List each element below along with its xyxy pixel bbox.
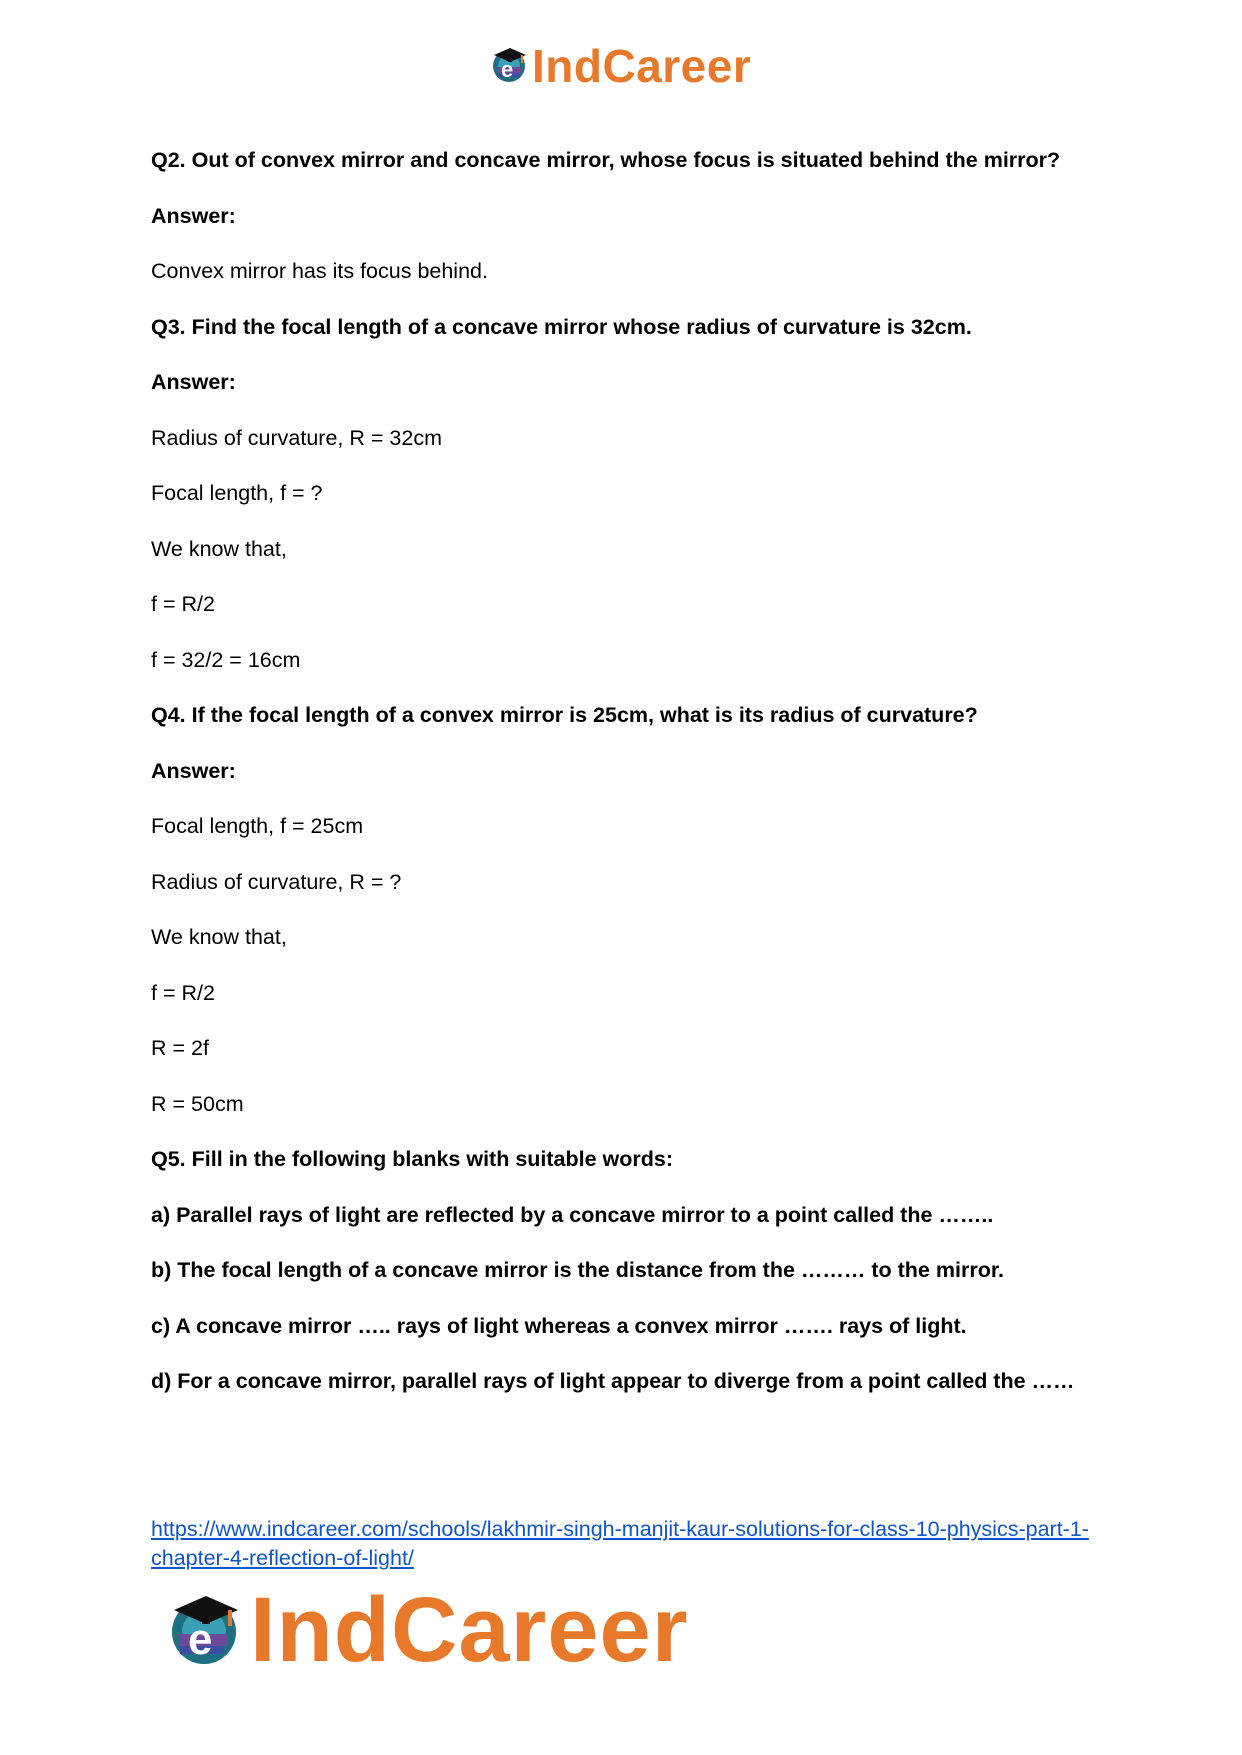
- answer-paragraph: f = 32/2 = 16cm: [151, 647, 301, 672]
- answer-paragraph: We know that,: [151, 536, 287, 561]
- header-logo-text: IndCareer: [532, 40, 752, 92]
- question-or-heading-paragraph: Answer:: [151, 203, 236, 228]
- question-or-heading-paragraph: Q4. If the focal length of a convex mirror is 25cm, what is its radius of curvature?: [151, 703, 978, 727]
- document-body: [151, 145, 1101, 1422]
- footer-logo: [162, 1578, 689, 1681]
- answer-paragraph: Focal length, f = 25cm: [151, 814, 364, 838]
- answer-paragraph: Convex mirror has its focus behind.: [151, 259, 488, 283]
- answer-paragraph: Radius of curvature, R = ?: [151, 869, 402, 894]
- question-or-heading-paragraph: Q3. Find the focal length of a concave mirror whose radius of curvature is 32cm.: [151, 314, 972, 339]
- question-or-heading-paragraph: d) For a concave mirror, parallel rays of light appear to diverge from a point called the ……: [151, 1369, 1075, 1393]
- answer-paragraph: Focal length, f = ?: [151, 481, 323, 505]
- graduation-cap-globe-icon: [162, 1586, 246, 1675]
- question-or-heading-paragraph: Answer:: [151, 758, 236, 783]
- answer-paragraph: R = 50cm: [151, 1091, 244, 1116]
- svg-text:e: e: [188, 1614, 213, 1664]
- answer-paragraph: Radius of curvature, R = 32cm: [151, 425, 442, 450]
- graduation-cap-globe-icon: [488, 43, 530, 90]
- header-logo: [488, 40, 751, 92]
- answer-paragraph: R = 2f: [151, 1036, 209, 1060]
- source-link-block: [151, 1515, 1101, 1573]
- question-or-heading-paragraph: Answer:: [151, 370, 236, 394]
- question-or-heading-paragraph: c) A concave mirror ….. rays of light whereas a convex mirror ……. rays of light.: [151, 1313, 967, 1338]
- answer-paragraph: We know that,: [151, 925, 287, 949]
- answer-paragraph: f = R/2: [151, 592, 215, 616]
- question-or-heading-paragraph: Q5. Fill in the following blanks with suitable words:: [151, 1147, 674, 1171]
- source-link[interactable]: https://www.indcareer.com/schools/lakhmir-singh-manjit-kaur-solutions-for-class-10-physics-part-1-chapter-4-reflection-of-light/: [151, 1517, 1089, 1570]
- svg-text:e: e: [501, 56, 514, 82]
- footer-logo-text: IndCareer: [250, 1578, 689, 1681]
- question-or-heading-paragraph: Q2. Out of convex mirror and concave mirror, whose focus is situated behind the mirror?: [151, 148, 1061, 172]
- question-or-heading-paragraph: b) The focal length of a concave mirror is the distance from the ……… to the mirror.: [151, 1258, 1004, 1282]
- answer-paragraph: f = R/2: [151, 980, 215, 1005]
- question-or-heading-paragraph: a) Parallel rays of light are reflected by a concave mirror to a point called the ……..: [151, 1202, 994, 1227]
